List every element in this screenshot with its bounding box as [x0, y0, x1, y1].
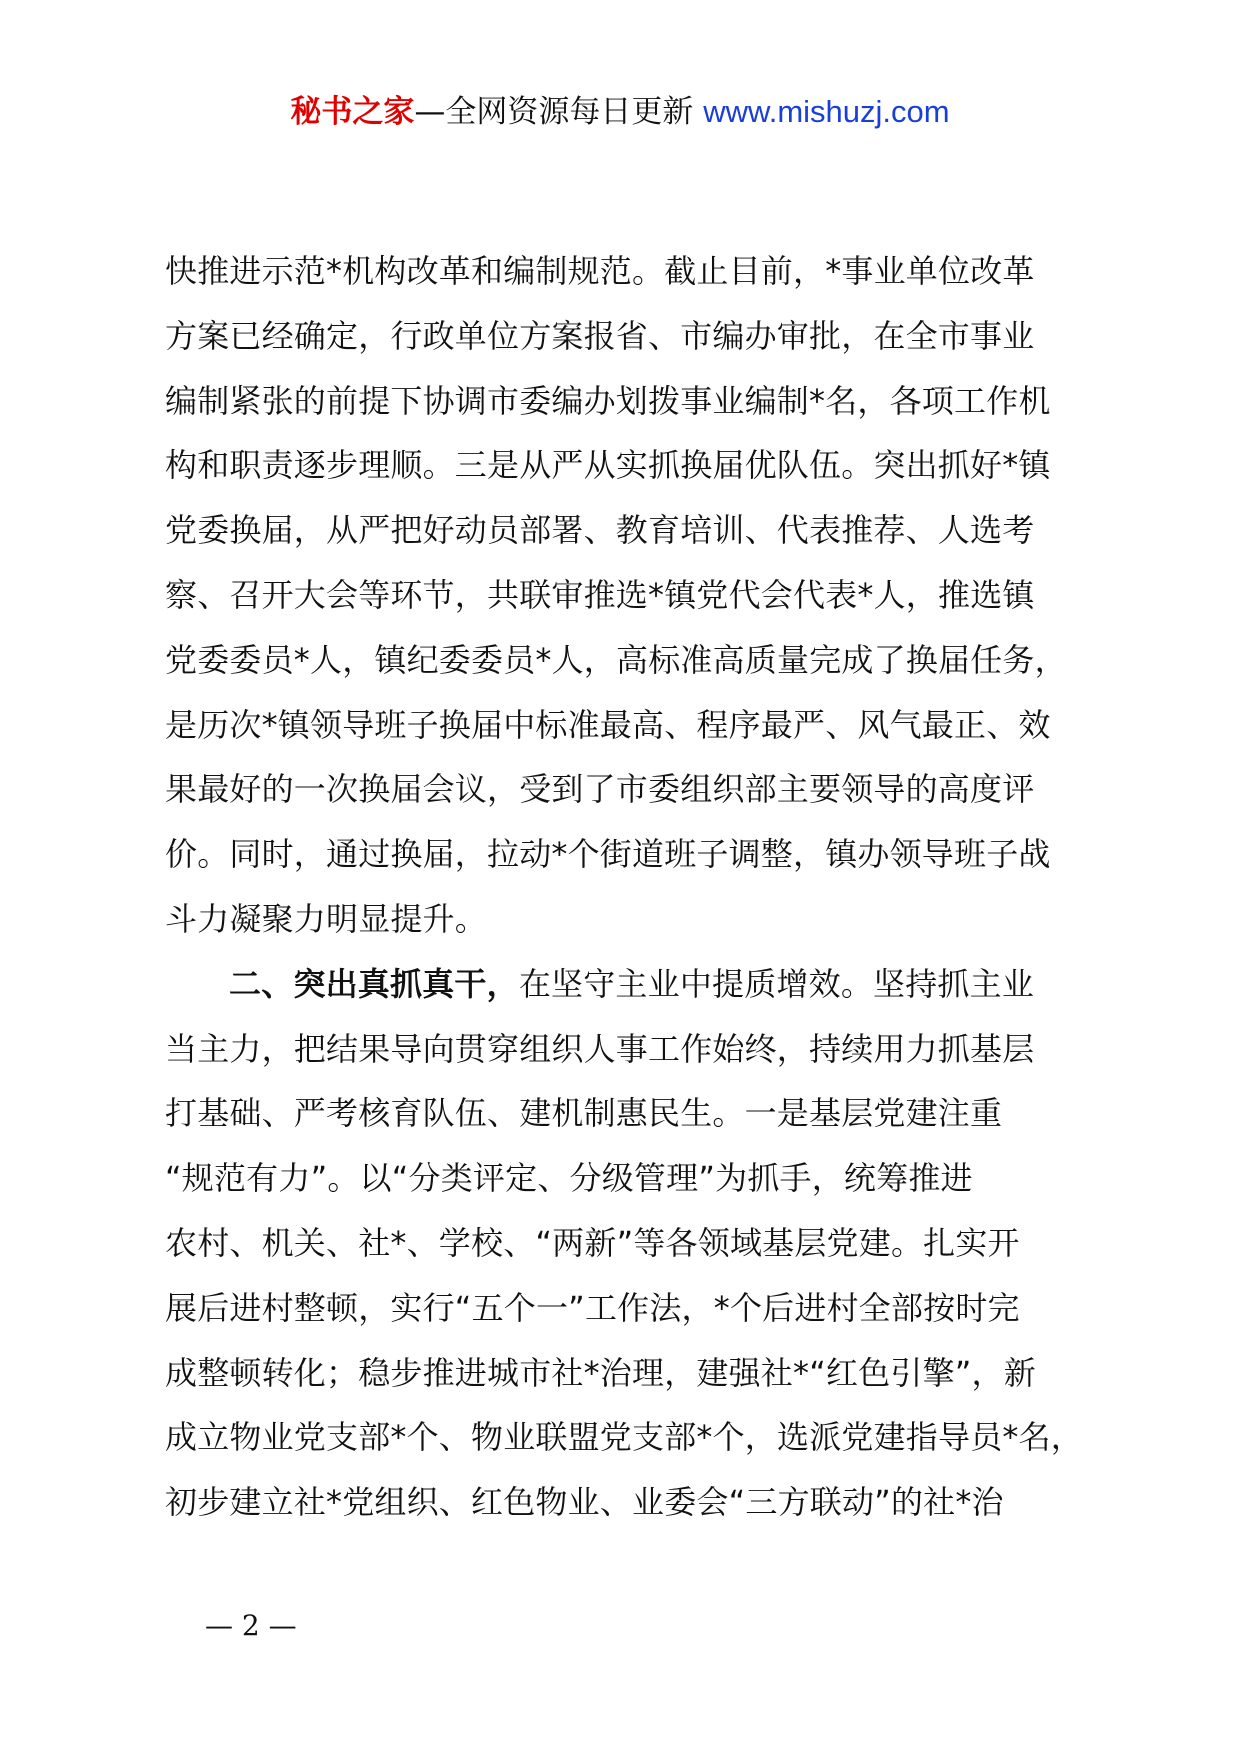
text-line: 果最好的一次换届会议，受到了市委组织部主要领导的高度评 — [165, 770, 1035, 809]
text-line: 展后进村整顿，实行“五个一”工作法，*个后进村全部按时完 — [165, 1288, 1020, 1327]
text-line: 构和职责逐步理顺。三是从严从实抓换届优队伍。突出抓好*镇 — [165, 446, 1051, 485]
section-heading-line — [165, 952, 1095, 1017]
text-line: 方案已经确定，行政单位方案报省、市编办审批，在全市事业 — [165, 316, 1035, 355]
text-line: 是历次*镇领导班子换届中标准最高、程序最严、风气最正、效 — [165, 705, 1051, 744]
document-body — [165, 239, 1095, 1535]
text-line: 成立物业党支部*个、物业联盟党支部*个，选派党建指导员*名， — [165, 1418, 1084, 1457]
site-slogan: —全网资源每日更新 — [414, 94, 694, 130]
site-header — [0, 92, 1240, 132]
site-brand: 秘书之家 — [290, 94, 415, 130]
section-heading-rest: 在坚守主业中提质增效。坚持抓主业 — [518, 964, 1035, 1003]
text-line: 当主力，把结果导向贯穿组织人事工作始终，持续用力抓基层 — [165, 1029, 1035, 1068]
text-line: 编制紧张的前提下协调市委编办划拨事业编制*名，各项工作机 — [165, 381, 1051, 420]
text-line: 成整顿转化；稳步推进城市社*治理，建强社*“红色引擎”，新 — [165, 1353, 1036, 1392]
text-line: 斗力凝聚力明显提升。 — [165, 899, 488, 938]
site-url[interactable]: www.mishuzj.com — [703, 94, 950, 129]
text-line: “规范有力”。以“分类评定、分级管理”为抓手，统筹推进 — [165, 1159, 973, 1198]
text-line: 价。同时，通过换届，拉动*个街道班子调整，镇办领导班子战 — [165, 835, 1051, 874]
text-line: 快推进示范*机构改革和编制规范。截止目前，*事业单位改革 — [165, 252, 1035, 290]
text-line: 初步建立社*党组织、红色物业、业委会“三方联动”的社*治 — [165, 1483, 1004, 1522]
text-line: 农村、机关、社*、学校、“两新”等各领域基层党建。扎实开 — [165, 1223, 1020, 1262]
text-line: 察、召开大会等环节，共联审推选*镇党代会代表*人，推选镇 — [165, 575, 1035, 614]
text-line: 打基础、严考核育队伍、建机制惠民生。一是基层党建注重 — [165, 1094, 1003, 1133]
text-line: 党委委员*人，镇纪委委员*人，高标准高质量完成了换届任务， — [165, 640, 1067, 679]
section-heading-lead: 二、突出真抓真干， — [229, 964, 519, 1003]
text-line: 党委换届，从严把好动员部署、教育培训、代表推荐、人选考 — [165, 511, 1035, 550]
page-number: — 2 — — [205, 1609, 297, 1642]
